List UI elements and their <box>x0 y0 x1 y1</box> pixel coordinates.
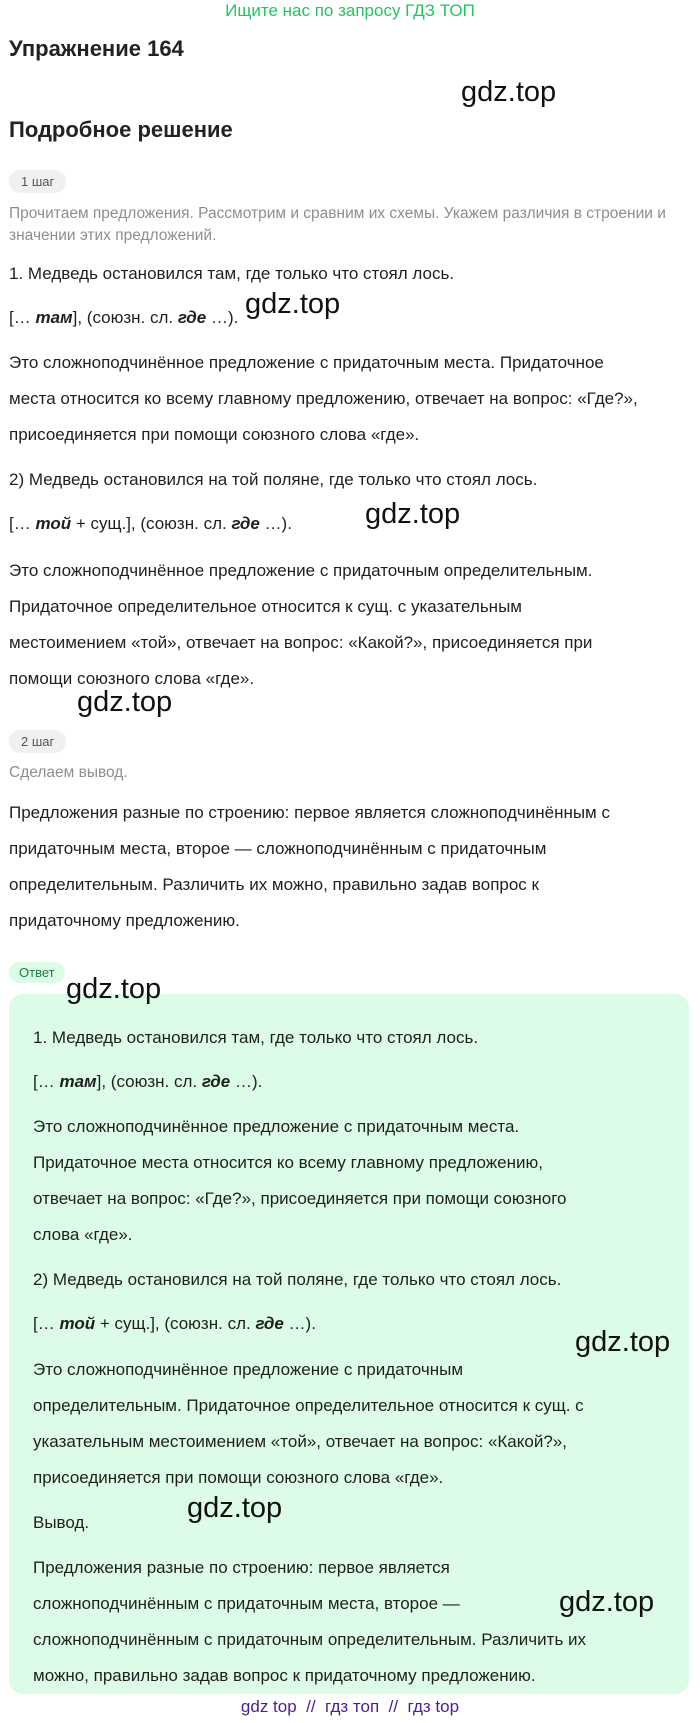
step-2-badge: 2 шаг <box>9 730 66 753</box>
step-1-hint: Прочитаем предложения. Рассмотрим и сравним их схемы. Укажем различия в строении и значении этих предложений. <box>9 205 666 244</box>
watermark: gdz.top <box>461 76 557 108</box>
answer-explanation-2-line: Это сложноподчинённое предложение с придаточным <box>33 1360 464 1379</box>
promo-banner[interactable]: Ищите нас по запросу ГДЗ ТОП <box>225 1 475 20</box>
answer-conclusion-line: можно, правильно задав вопрос к придаточному предложению. <box>33 1666 536 1685</box>
explanation-2-line: помощи союзного слова «где». <box>9 669 255 688</box>
explanation-1-line: места относится ко всему главному предложению, отвечает на вопрос: «Где?», <box>9 389 638 408</box>
answer-conclusion-line: Предложения разные по строению: первое является <box>33 1558 450 1577</box>
solution-heading: Подробное решение <box>9 117 233 142</box>
scheme-1: [… там], (союзн. сл. где …). <box>9 308 239 327</box>
explanation-1-line: Это сложноподчинённое предложение с придаточным места. Придаточное <box>9 353 604 372</box>
step-2-hint: Сделаем вывод. <box>9 764 128 781</box>
conclusion-line: придаточным места, второе — сложноподчинённым с придаточным <box>9 839 547 858</box>
explanation-2-line: местоимением «той», отвечает на вопрос: «Какой?», присоединяется при <box>9 633 593 652</box>
answer-explanation-2-line: указательным местоимением «той», отвечает на вопрос: «Какой?», <box>33 1432 567 1451</box>
answer-explanation-1-line: слова «где». <box>33 1225 133 1244</box>
watermark: gdz.top <box>559 1586 655 1618</box>
sentence-1: 1. Медведь остановился там, где только что стоял лось. <box>9 264 455 283</box>
scheme-2: [… той + сущ.], (союзн. сл. где …). <box>9 514 292 533</box>
answer-explanation-2-line: присоединяется при помощи союзного слова «где». <box>33 1468 444 1487</box>
answer-explanation-1-line: Придаточное места относится ко всему главному предложению, <box>33 1153 543 1172</box>
answer-explanation-1-line: Это сложноподчинённое предложение с придаточным места. <box>33 1117 520 1136</box>
answer-scheme-1: [… там], (союзн. сл. где …). <box>33 1072 263 1091</box>
watermark: gdz.top <box>575 1326 671 1358</box>
watermark: gdz.top <box>245 288 341 320</box>
answer-sentence-1: 1. Медведь остановился там, где только что стоял лось. <box>33 1028 479 1047</box>
watermark: gdz.top <box>187 1492 283 1524</box>
answer-explanation-2-line: определительным. Придаточное определительное относится к сущ. с <box>33 1396 584 1415</box>
exercise-title: Упражнение 164 <box>9 36 184 61</box>
explanation-2-line: Это сложноподчинённое предложение с придаточным определительным. <box>9 561 593 580</box>
answer-explanation-1-line: отвечает на вопрос: «Где?», присоединяется при помощи союзного <box>33 1189 567 1208</box>
watermark: gdz.top <box>77 686 173 718</box>
watermark: gdz.top <box>365 498 461 530</box>
footer-link-gdz-top-ru[interactable]: гдз топ <box>325 1697 380 1716</box>
answer-conclusion-label: Вывод. <box>33 1513 90 1532</box>
conclusion-line: определительным. Различить их можно, правильно задав вопрос к <box>9 875 539 894</box>
answer-scheme-2: [… той + сущ.], (союзн. сл. где …). <box>33 1314 316 1333</box>
answer-badge: Ответ <box>9 962 65 983</box>
conclusion-line: Предложения разные по строению: первое является сложноподчинённым с <box>9 803 610 822</box>
footer-link-gdz-top-mixed[interactable]: гдз top <box>407 1697 460 1716</box>
explanation-2-line: Придаточное определительное относится к сущ. с указательным <box>9 597 522 616</box>
answer-sentence-2: 2) Медведь остановился на той поляне, где только что стоял лось. <box>33 1270 562 1289</box>
explanation-1-line: присоединяется при помощи союзного слова «где». <box>9 425 420 444</box>
answer-conclusion-line: сложноподчинённым с придаточным определительным. Различить их <box>33 1630 587 1649</box>
answer-conclusion-line: сложноподчинённым с придаточным места, второе — <box>33 1594 460 1613</box>
watermark: gdz.top <box>66 973 162 1005</box>
sentence-2: 2) Медведь остановился на той поляне, где только что стоял лось. <box>9 470 538 489</box>
step-1-badge: 1 шаг <box>9 170 66 193</box>
footer-link-gdz-top[interactable]: gdz top <box>240 1697 297 1716</box>
footer-links <box>0 1697 700 1717</box>
footer-separator: // <box>388 1697 399 1716</box>
conclusion-line: придаточному предложению. <box>9 911 240 930</box>
footer-separator: // <box>306 1697 316 1716</box>
